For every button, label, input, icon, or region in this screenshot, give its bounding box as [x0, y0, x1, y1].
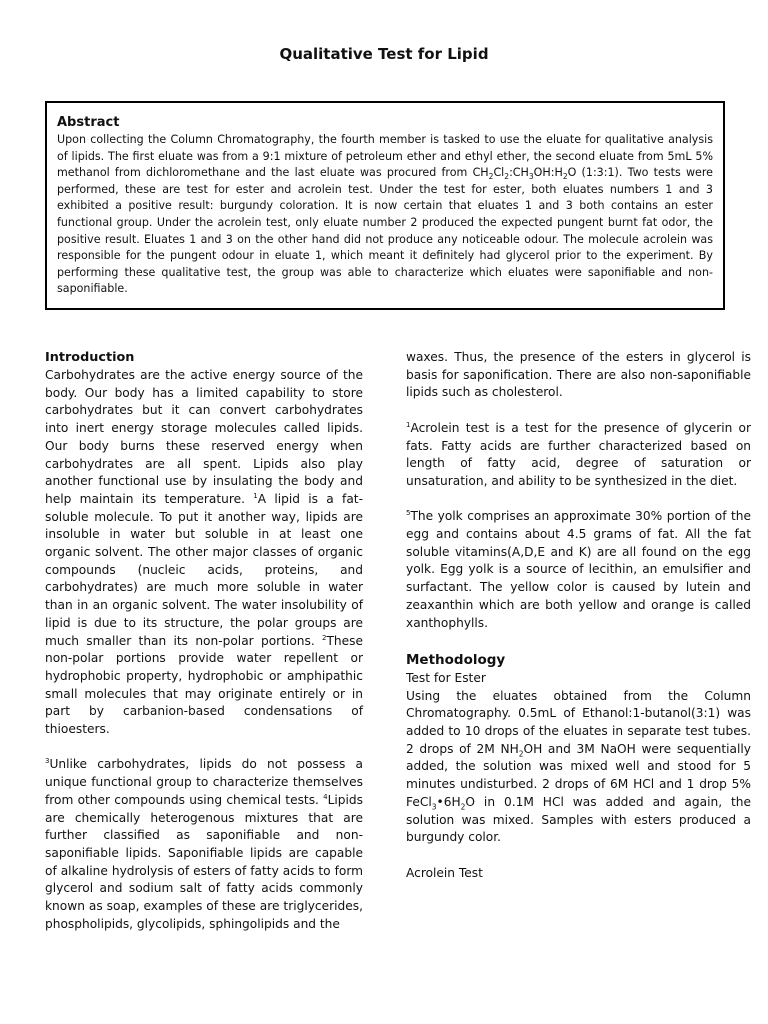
intro-paragraph-3: $^1$Acrolein test is a test for the presence of glycerin or fats. Fatty acids are further characterized based on length of fatty acid, degree of saturation or unsaturation, and ability to be synthesized in the diet. — [406, 420, 751, 488]
abstract-heading: Abstract — [57, 115, 120, 130]
abstract-box — [45, 101, 725, 310]
methodology-heading: Methodology — [406, 651, 506, 668]
acrolein-test-subheading: Acrolein Test — [406, 865, 483, 880]
right-column — [406, 349, 751, 882]
citation-ref: 4 — [323, 792, 328, 801]
intro-paragraph-4: $^5$The yolk comprises an approximate 30% portion of the egg and contains about 4.5 grams of fat. All the fat soluble vitamins(A,D,E and K) are all found on the egg yolk. Egg yolk is a source of lecithin, an emulsifier and surfactant. The yellow color is caused by lutein and zeaxanthin which are both yellow and orange is called xanthophylls. — [406, 509, 751, 630]
intro-paragraph-2: $^3$Unlike carbohydrates, lipids do not possess a unique functional group to characterize themselves from other compounds using chemical tests. $^4$Lipids are chemically heterogenous mixtures that are further classified as saponifiable and non-saponifiable lipids. Saponifiable lipids are capable of alkaline hydrolysis of esters of fatty acids to form glycerol and sodium salt of fatty acids commonly known as soap, examples of these are triglycerides, phospholipids, glycolipids, sphingolipids and the — [45, 757, 363, 931]
abstract-text-part-1: Upon collecting the Column Chromatography, the fourth member is tasked to use the eluate for qualitative analysis of lipids. The first eluate was from a 9:1 mixture of petroleum ether and ethyl ether, the second eluate from 5mL 5% methanol from dichloromethane and the last eluate was procured from — [57, 133, 713, 180]
abstract-text-part-2: Two tests were performed, these are test for ester and acrolein test. Under the test for ester, both eluates numbers 1 and 3 exhibited a positive result: burgundy coloration. It is now certain that eluates 1 and 3 both contains an ester functional group. Under the acrolein test, only eluate number 2 produced the expected pungent burnt fat odor, the positive result. Eluates 1 and 3 on the other hand did not produce any noticeable odour. The molecule acrolein was responsible for the pungent odour in eluate 1, which meant it definitely had glycerol prior to the experiment. By performing these qualitative test, the group was able to characterize which eluates were saponifiable and non-saponifiable. — [57, 166, 713, 296]
citation-ref: 1 — [406, 420, 411, 429]
citation-ref: 5 — [406, 509, 411, 518]
ester-test-paragraph: Using the eluates obtained from the Column Chromatography. 0.5mL of Ethanol:1-butanol(3:1) was added to 10 drops of the eluates in separate test tubes. 2 drops of 2M $NH_2OH$ and 3M NaOH were sequentially added, the solution was mixed well and stood for 5 minutes undisturbed. 2 drops of 6M HCl and 1 drop 5% $FeCl_3•6H_2O$ in 0.1M HCl was added and again, the solution was mixed. Samples with esters produced a burgundy color. — [406, 688, 751, 845]
ester-test-subheading: Test for Ester — [406, 670, 486, 685]
citation-ref: 1 — [253, 491, 258, 500]
intro-paragraph-2-continued: waxes. Thus, the presence of the esters in glycerol is basis for saponification. There are also non-saponifiable lipids such as cholesterol. — [406, 350, 751, 400]
intro-paragraph-1: Carbohydrates are the active energy source of the body. Our body has a limited capability to store carbohydrates but it can convert carbohydrates into inert energy storage molecules called lipids. Our body burns these reserved energy when carbohydrates are all spent. Lipids also play another functional use by insulating the body and help maintain its temperature. $^1$A lipid is a fat-soluble molecule. To put it another way, lipids are insoluble in water but soluble in at least one organic solvent. The other major classes of organic compounds (nucleic acids, proteins, and carbohydrates) are much more soluble in water than in an organic solvent. The water insolubility of lipid is due to its structure, the polar groups are much smaller than its non-polar portions. $^2$These non-polar portions provide water repellent or hydrophobic property, hydrophobic or amphipathic small molecules that may originate entirely or in part by carbanion-based condensations of thioesters. — [45, 368, 363, 737]
introduction-heading: Introduction — [45, 350, 135, 365]
abstract-text — [57, 132, 713, 298]
citation-ref: 2 — [322, 633, 327, 642]
left-column — [45, 349, 363, 933]
page-title: Qualitative Test for Lipid — [279, 45, 489, 63]
citation-ref: 3 — [45, 757, 50, 766]
formula: $CH_2Cl_2:CH_3OH:H_2O$ (1:3:1). — [472, 166, 623, 182]
